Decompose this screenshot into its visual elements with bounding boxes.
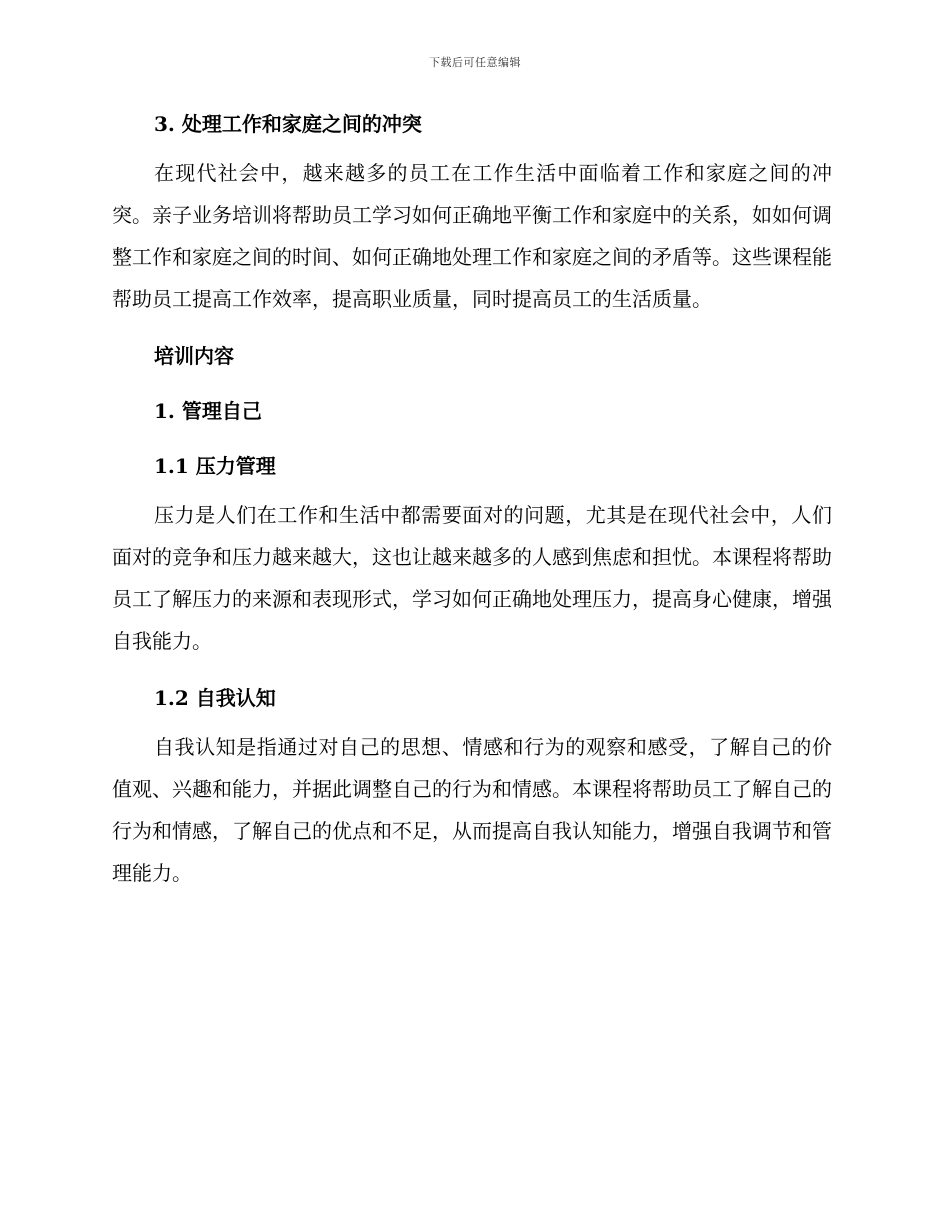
section-heading-work-family-conflict: 3. 处理工作和家庭之间的冲突 [154, 112, 422, 136]
section-heading-manage-self: 1. 管理自己 [154, 399, 262, 423]
section-heading-self-awareness: 1.2 自我认知 [154, 686, 276, 710]
section-heading-stress-management: 1.1 压力管理 [154, 454, 276, 478]
page-header: 下载后可任意编辑 [429, 56, 521, 69]
paragraph-self-awareness: 自我认知是指通过对自己的思想、情感和行为的观察和感受，了解自己的价值观、兴趣和能力，并据此调整自己的行为和情感。本课程将帮助员工了解自己的行为和情感，了解自己的优点和不足，从而提高自我认知能力，增强自我调节和管理能力。 [112, 735, 832, 885]
document-body [112, 110, 832, 894]
paragraph-stress-management: 压力是人们在工作和生活中都需要面对的问题，尤其是在现代社会中，人们面对的竞争和压力越来越大，这也让越来越多的人感到焦虑和担忧。本课程将帮助员工了解压力的来源和表现形式，学习如何正确地处理压力，提高身心健康，增强自我能力。 [112, 503, 832, 653]
paragraph-work-family-conflict: 在现代社会中，越来越多的员工在工作生活中面临着工作和家庭之间的冲突。亲子业务培训将帮助员工学习如何正确地平衡工作和家庭中的关系，如如何调整工作和家庭之间的时间、如何正确地处理工作和家庭之间的矛盾等。这些课程能帮助员工提高工作效率，提高职业质量，同时提高员工的生活质量。 [112, 161, 832, 311]
section-heading-training-content: 培训内容 [154, 344, 234, 368]
